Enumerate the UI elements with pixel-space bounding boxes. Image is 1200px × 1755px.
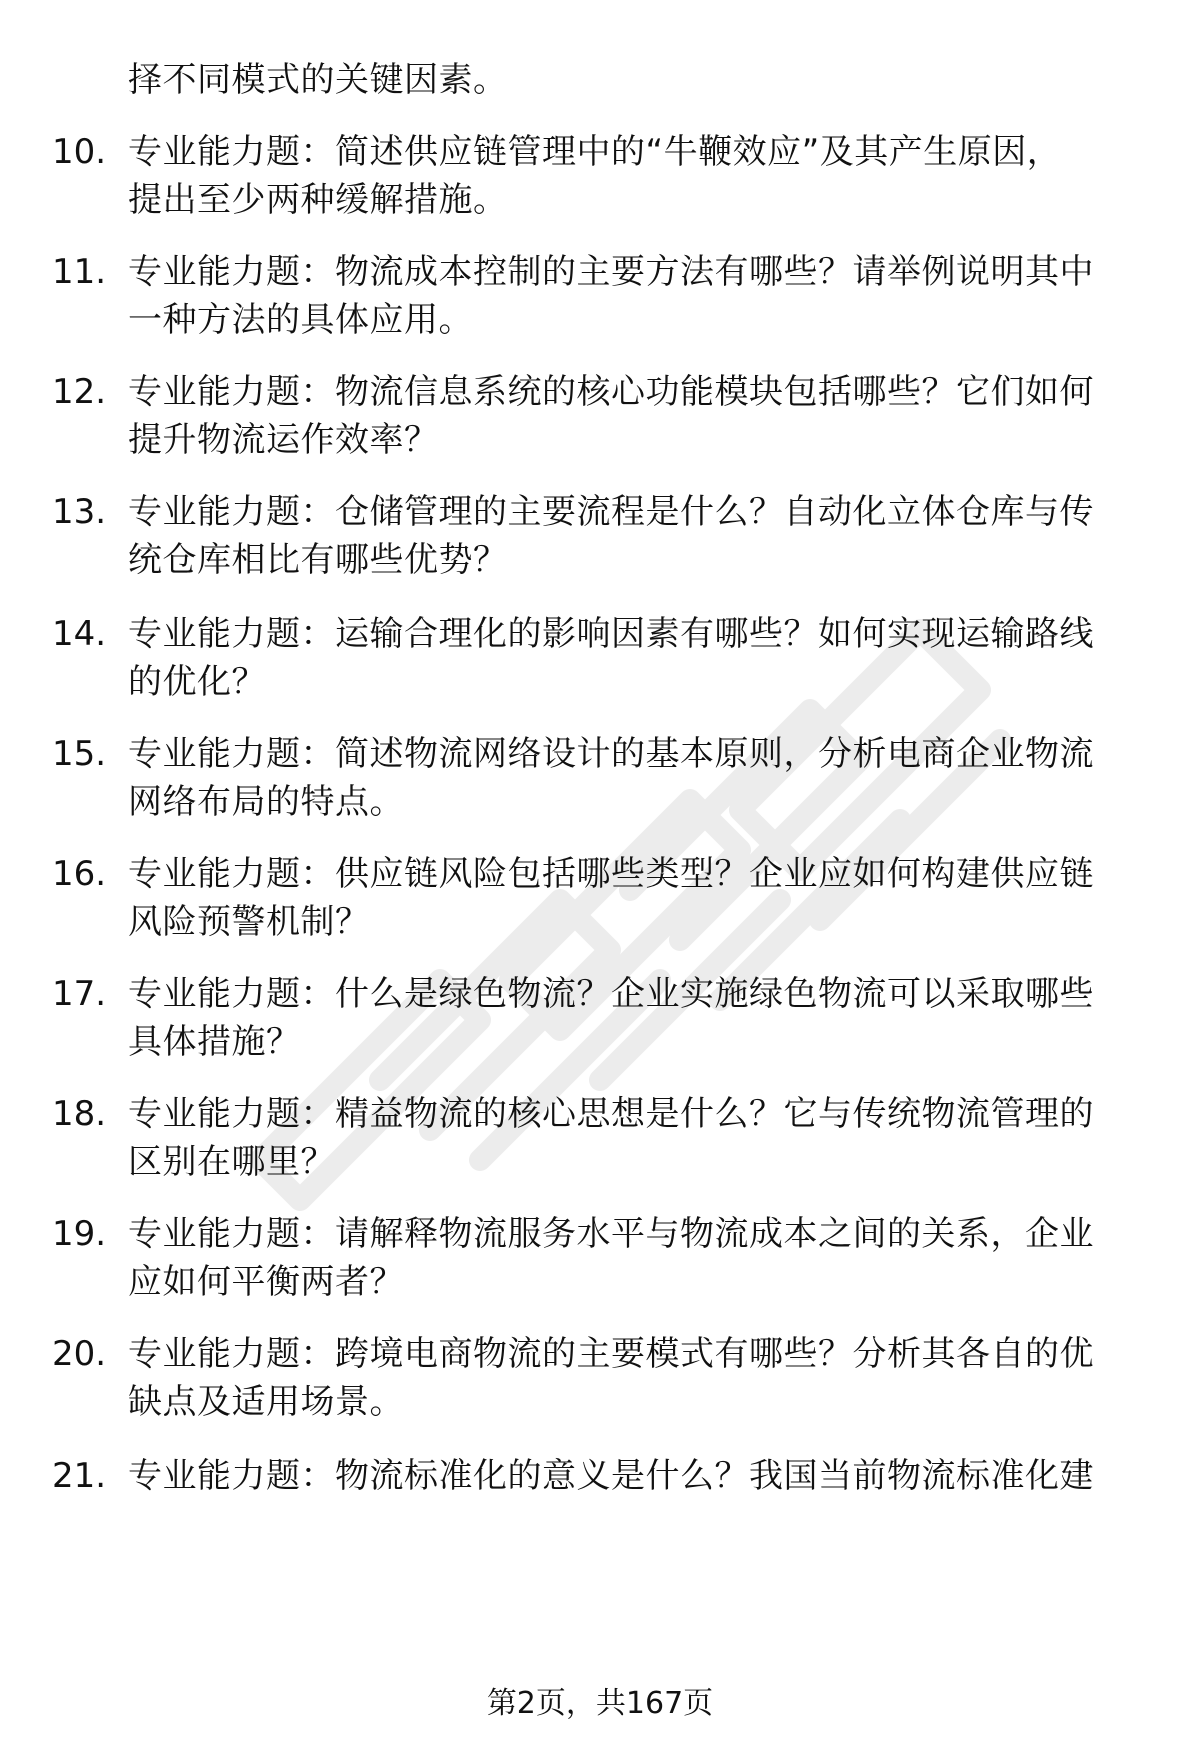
question-text-line: 专业能力题：仓储管理的主要流程是什么？自动化立体仓库与传 [128, 492, 1094, 532]
question-number: 19. [52, 1214, 107, 1254]
question-text-line: 统仓库相比有哪些优势？ [128, 540, 508, 580]
question-text-line: 专业能力题：物流信息系统的核心功能模块包括哪些？它们如何 [128, 372, 1094, 412]
question-text-line: 一种方法的具体应用。 [128, 300, 473, 340]
question-number: 16. [52, 854, 107, 894]
question-text-line: 专业能力题：物流成本控制的主要方法有哪些？请举例说明其中 [128, 252, 1094, 292]
question-text-line: 专业能力题：精益物流的核心思想是什么？它与传统物流管理的 [128, 1094, 1094, 1134]
question-text-line: 提升物流运作效率？ [128, 420, 439, 460]
question-number: 15. [52, 734, 107, 774]
question-text-line: 风险预警机制？ [128, 902, 370, 942]
question-text-line: 的优化？ [128, 662, 266, 702]
question-text-line: 专业能力题：请解释物流服务水平与物流成本之间的关系，企业 [128, 1214, 1094, 1254]
question-number: 20. [52, 1334, 107, 1374]
question-number: 12. [52, 372, 107, 412]
page-footer: 第2页，共167页 [486, 1686, 714, 1721]
question-text-line: 网络布局的特点。 [128, 782, 404, 822]
question-number: 14. [52, 614, 107, 654]
question-number: 17. [52, 974, 107, 1014]
question-number: 21. [52, 1456, 107, 1496]
question-number: 18. [52, 1094, 107, 1134]
question-text-line: 专业能力题：供应链风险包括哪些类型？企业应如何构建供应链 [128, 854, 1094, 894]
question-text-line: 具体措施？ [128, 1022, 301, 1062]
question-text-line: 提出至少两种缓解措施。 [128, 180, 508, 220]
question-text-line: 区别在哪里？ [128, 1142, 335, 1182]
question-number: 13. [52, 492, 107, 532]
question-text-line: 专业能力题：简述物流网络设计的基本原则，分析电商企业物流 [128, 734, 1094, 774]
question-text-line: 专业能力题：运输合理化的影响因素有哪些？如何实现运输路线 [128, 614, 1094, 654]
question-text-line: 专业能力题：简述供应链管理中的“牛鞭效应”及其产生原因， [128, 132, 1062, 172]
intro-text-line: 择不同模式的关键因素。 [128, 60, 508, 100]
question-text-line: 专业能力题：物流标准化的意义是什么？我国当前物流标准化建 [128, 1456, 1094, 1496]
question-text-line: 专业能力题：跨境电商物流的主要模式有哪些？分析其各自的优 [128, 1334, 1094, 1374]
question-text-line: 专业能力题：什么是绿色物流？企业实施绿色物流可以采取哪些 [128, 974, 1094, 1014]
question-text-line: 缺点及适用场景。 [128, 1382, 404, 1422]
question-number: 10. [52, 132, 107, 172]
question-number: 11. [52, 252, 107, 292]
question-text-line: 应如何平衡两者？ [128, 1262, 404, 1302]
